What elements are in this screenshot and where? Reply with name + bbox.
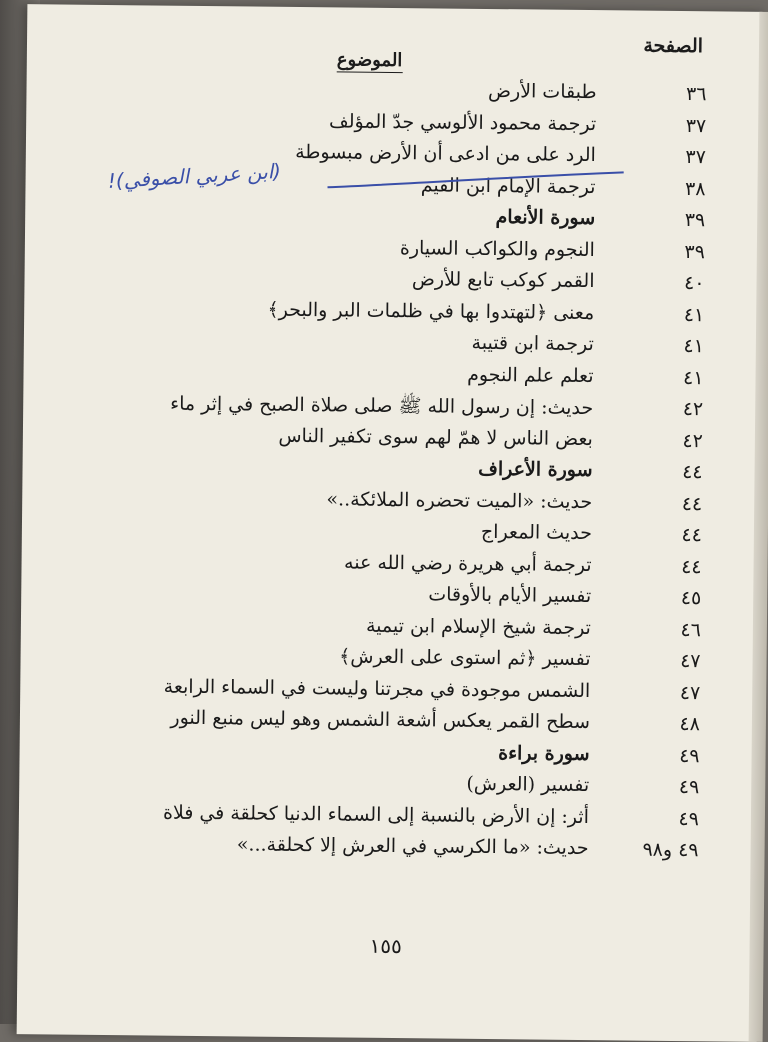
toc-page-number: ٣٨ xyxy=(684,177,706,200)
handwritten-note: (ابن عربي الصوفي)! xyxy=(107,158,282,194)
toc-entry-title: تفسير الأيام بالأوقات xyxy=(428,583,592,608)
column-header-topic: الموضوع xyxy=(336,49,403,72)
toc-page-number: ٤٤ xyxy=(681,555,702,578)
toc-page-number: ٤٩ xyxy=(678,807,700,830)
toc-entry-title: سورة الأنعام xyxy=(495,206,596,230)
toc-page-number: ٤٠ xyxy=(683,272,705,295)
toc-page-number: ٤٥ xyxy=(680,587,702,610)
toc-entry-title: النجوم والكواكب السيارة xyxy=(399,236,595,261)
toc-entry-title: سطح القمر يعكس أشعة الشمس وهو ليس منبع النور xyxy=(170,706,591,734)
toc-entry-title: حديث المعراج xyxy=(480,520,593,545)
toc-page-number: ٤٧ xyxy=(680,650,701,673)
toc-page-number: ٤٩ و٩٨ xyxy=(642,838,699,862)
toc-page-number: ٤٤ xyxy=(682,461,703,484)
page-edge xyxy=(749,12,768,1042)
toc-page-number: ٤٩ xyxy=(678,776,700,799)
toc-entry-title: حديث: «ما الكرسي في العرش إلا كحلقة...» xyxy=(236,833,589,860)
toc-entry-title: تعلم علم النجوم xyxy=(467,363,594,387)
pen-underline xyxy=(325,165,625,196)
toc-page-number: ٣٧ xyxy=(685,146,706,169)
toc-page-number: ٤٨ xyxy=(679,713,701,736)
toc-entry-title: حديث: إن رسول الله ﷺ صلى صلاة الصبح في إثر ماء xyxy=(170,392,594,420)
toc-page-number: ٤٢ xyxy=(682,398,704,421)
toc-entry-title: حديث: «الميت تحضره الملائكة..» xyxy=(326,487,593,513)
toc-row xyxy=(138,831,698,868)
toc-page-number: ٤١ xyxy=(683,366,704,389)
toc-entry-title: ترجمة محمود الألوسي جدّ المؤلف xyxy=(329,109,597,135)
toc-page-number: ٣٧ xyxy=(685,114,707,137)
page-number: ١٥٥ xyxy=(369,933,402,959)
toc-page-number: ٣٦ xyxy=(685,83,707,106)
toc-entry-title: سورة براءة xyxy=(498,741,590,765)
toc-entry-title: تفسير ﴿ثم استوى على العرش﴾ xyxy=(339,645,591,671)
toc-entry-title: ترجمة أبي هريرة رضي الله عنه xyxy=(344,551,592,576)
toc-page-number: ٤١ xyxy=(683,303,705,326)
toc-entry-title: ترجمة ابن قتيبة xyxy=(471,331,594,356)
toc-entry-title: ترجمة شيخ الإسلام ابن تيمية xyxy=(365,614,592,639)
toc-page-number: ٤٩ xyxy=(679,744,700,767)
toc-page-number: ٤٤ xyxy=(681,492,703,515)
toc-entry-title: الرد على من ادعى أن الأرض مبسوطة xyxy=(295,140,596,167)
toc-entry-title: تفسير (العرش) xyxy=(466,772,590,797)
toc-entry-title: الشمس موجودة في مجرتنا وليست في السماء الرابعة xyxy=(163,675,591,702)
toc-page-number: ٤٦ xyxy=(680,618,702,641)
toc-page-number: ٤٢ xyxy=(682,429,703,452)
toc-entry-title: القمر كوكب تابع للأرض xyxy=(411,268,595,293)
toc-entry-title: بعض الناس لا همّ لهم سوى تكفير الناس xyxy=(278,424,594,450)
toc-page-number: ٣٩ xyxy=(684,240,705,263)
toc-entry-title: ترجمة الإمام ابن القيم xyxy=(420,173,596,198)
toc-entry-title: سورة الأعراف xyxy=(478,457,593,482)
toc-page-number: ٣٩ xyxy=(684,209,706,232)
toc-entry-title: طبقات الأرض xyxy=(487,79,597,104)
column-header-page: الصفحة xyxy=(643,34,704,58)
toc-page-number: ٤٤ xyxy=(681,524,703,547)
toc-entry-title: أثر: إن الأرض بالنسبة إلى السماء الدنيا كحلقة في فلاة xyxy=(162,801,590,828)
toc-entry-title: معنى ﴿لتهتدوا بها في ظلمات البر والبحر﴾ xyxy=(267,298,595,324)
toc-page-number: ٤٧ xyxy=(679,681,701,704)
book-page xyxy=(17,4,768,1042)
toc-page-number: ٤١ xyxy=(683,335,704,358)
